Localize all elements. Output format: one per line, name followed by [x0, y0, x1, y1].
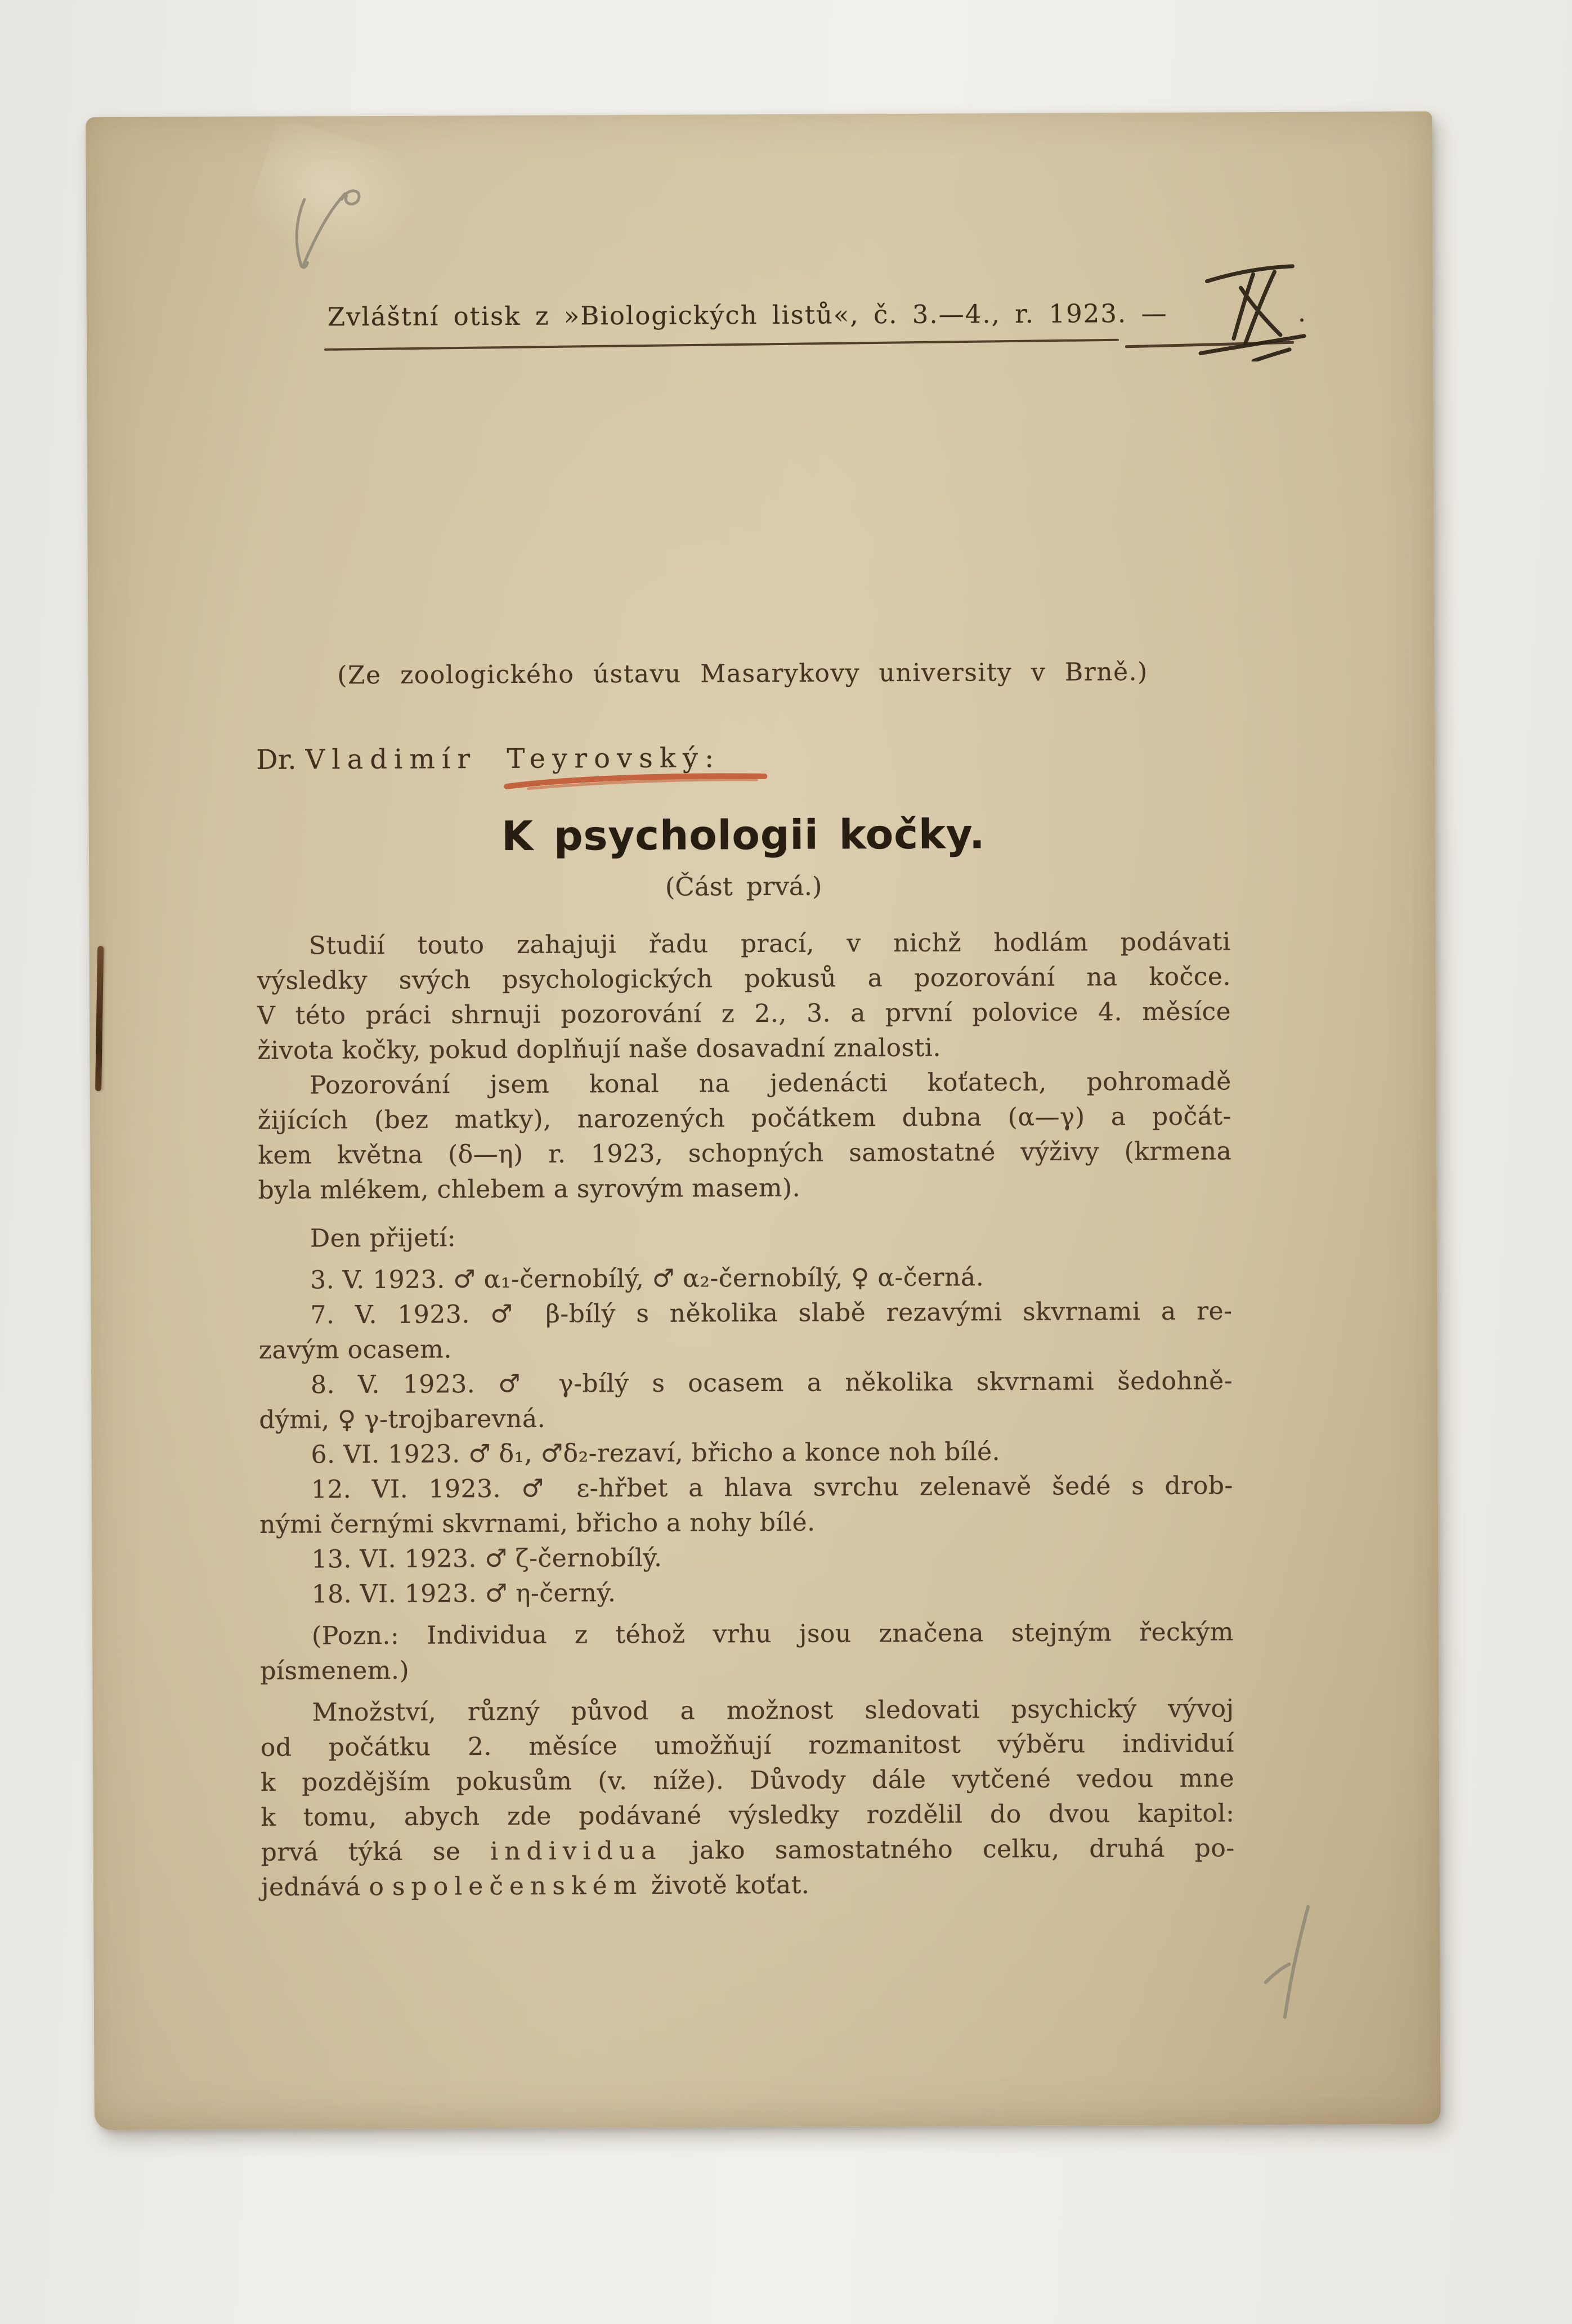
text-line: kem května (δ—η) r. 1923, schopných samostatné výživy (krmena — [258, 1137, 1232, 1170]
text-line: života kočky, pokud doplňují naše dosavadní znalosti. — [257, 1033, 942, 1065]
text-line: od počátku 2. měsíce umožňují rozmanitost výběru individuí — [260, 1729, 1234, 1762]
kitten-entry-line: zavým ocasem. — [258, 1335, 452, 1365]
offprint-header: Zvláštní otisk z »Biologických listů«, č. 3.—4., r. 1923. — — [327, 298, 1168, 332]
note-line: (Pozn.: Individua z téhož vrhu jsou značena stejným řeckým — [311, 1617, 1234, 1651]
kitten-entry-line: 18. VI. 1923. ♂ η-černý. — [311, 1579, 616, 1609]
page-title: K psychologii kočky. — [501, 810, 986, 860]
red-crayon-underline — [502, 772, 772, 792]
kitten-entry-line: 3. V. 1923. ♂ α₁-černobílý, ♂ α₂-černobílý, ♀ α-černá. — [310, 1263, 984, 1295]
kitten-entry-line: 12. VI. 1923. ♂ ε-hřbet a hlava svrchu zelenavě šedé s drob- — [311, 1471, 1233, 1504]
text-line: byla mlékem, chlebem a syrovým masem). — [258, 1173, 801, 1205]
body-text-column — [257, 924, 1235, 1905]
text-fragment: životě koťat. — [643, 1870, 810, 1900]
text-fragment: jednává o — [261, 1872, 393, 1902]
kitten-entry-line: 7. V. 1923. ♂ β-bílý s několika slabě rezavými skvrnami a re- — [310, 1297, 1233, 1330]
note-line: písmenem.) — [260, 1656, 410, 1686]
den-prijeti-line: Den přijetí: — [310, 1223, 456, 1253]
text-line — [261, 1866, 1235, 1905]
emphasized-word: společenském — [392, 1871, 643, 1901]
text-fragment: jako samostatného celku, druhá po- — [662, 1834, 1235, 1865]
author-prefix: Dr. — [256, 744, 297, 776]
text-line: Množství, různý původ a možnost sledovati psychický vývoj — [312, 1694, 1234, 1727]
header-underline-segment — [1125, 341, 1294, 348]
staple — [95, 946, 104, 1091]
kitten-entry-line: dými, ♀ γ-trojbarevná. — [259, 1404, 546, 1434]
header-underline — [324, 339, 1119, 351]
paper-corner-crease — [239, 116, 440, 291]
pencil-checkmark-icon — [283, 182, 374, 284]
page-subtitle: (Část prvá.) — [665, 871, 822, 902]
text-line: žijících (bez matky), narozených počátkem dubna (α—γ) a počát- — [257, 1102, 1232, 1135]
author-line — [256, 742, 720, 776]
text-fragment: prvá týká se — [261, 1837, 491, 1867]
text-line: Studií touto zahajuji řadu prací, v nichž hodlám podávati — [308, 927, 1231, 960]
text-line: Pozorování jsem konal na jedenácti koťatech, pohromadě — [309, 1067, 1231, 1100]
institute-line: (Ze zoologického ústavu Masarykovy university v Brně.) — [337, 658, 1148, 690]
kitten-entry-line: 8. V. 1923. ♂ γ-bílý s ocasem a několika skvrnami šedohně- — [310, 1366, 1233, 1400]
handwritten-page-numeral — [1254, 1902, 1328, 2024]
text-line: k pozdějším pokusům (v. níže). Důvody dále vytčené vedou mne — [261, 1764, 1235, 1797]
emphasized-word: individua — [490, 1836, 662, 1866]
handwritten-ix-numeral — [1198, 263, 1308, 362]
kitten-entry-line: 6. VI. 1923. ♂ δ₁, ♂δ₂-rezaví, břicho a konce noh bílé. — [311, 1437, 1001, 1469]
text-line: výsledky svých psychologických pokusů a pozorování na kočce. — [257, 962, 1231, 995]
text-line: k tomu, abych zde podávané výsledky rozdělil do dvou kapitol: — [261, 1799, 1235, 1832]
scanned-offprint-page — [86, 111, 1441, 2130]
kitten-entry-line: nými černými skvrnami, břicho a nohy bílé. — [259, 1508, 816, 1539]
kitten-entry-line: 13. VI. 1923. ♂ ζ-černobílý. — [311, 1543, 662, 1574]
text-line — [261, 1831, 1235, 1870]
author-name: Vladimír Teyrovský: — [305, 742, 721, 776]
text-line: V této práci shrnuji pozorování z 2., 3. a první polovice 4. měsíce — [257, 997, 1231, 1030]
offprint-header-period: . — [1297, 297, 1306, 328]
